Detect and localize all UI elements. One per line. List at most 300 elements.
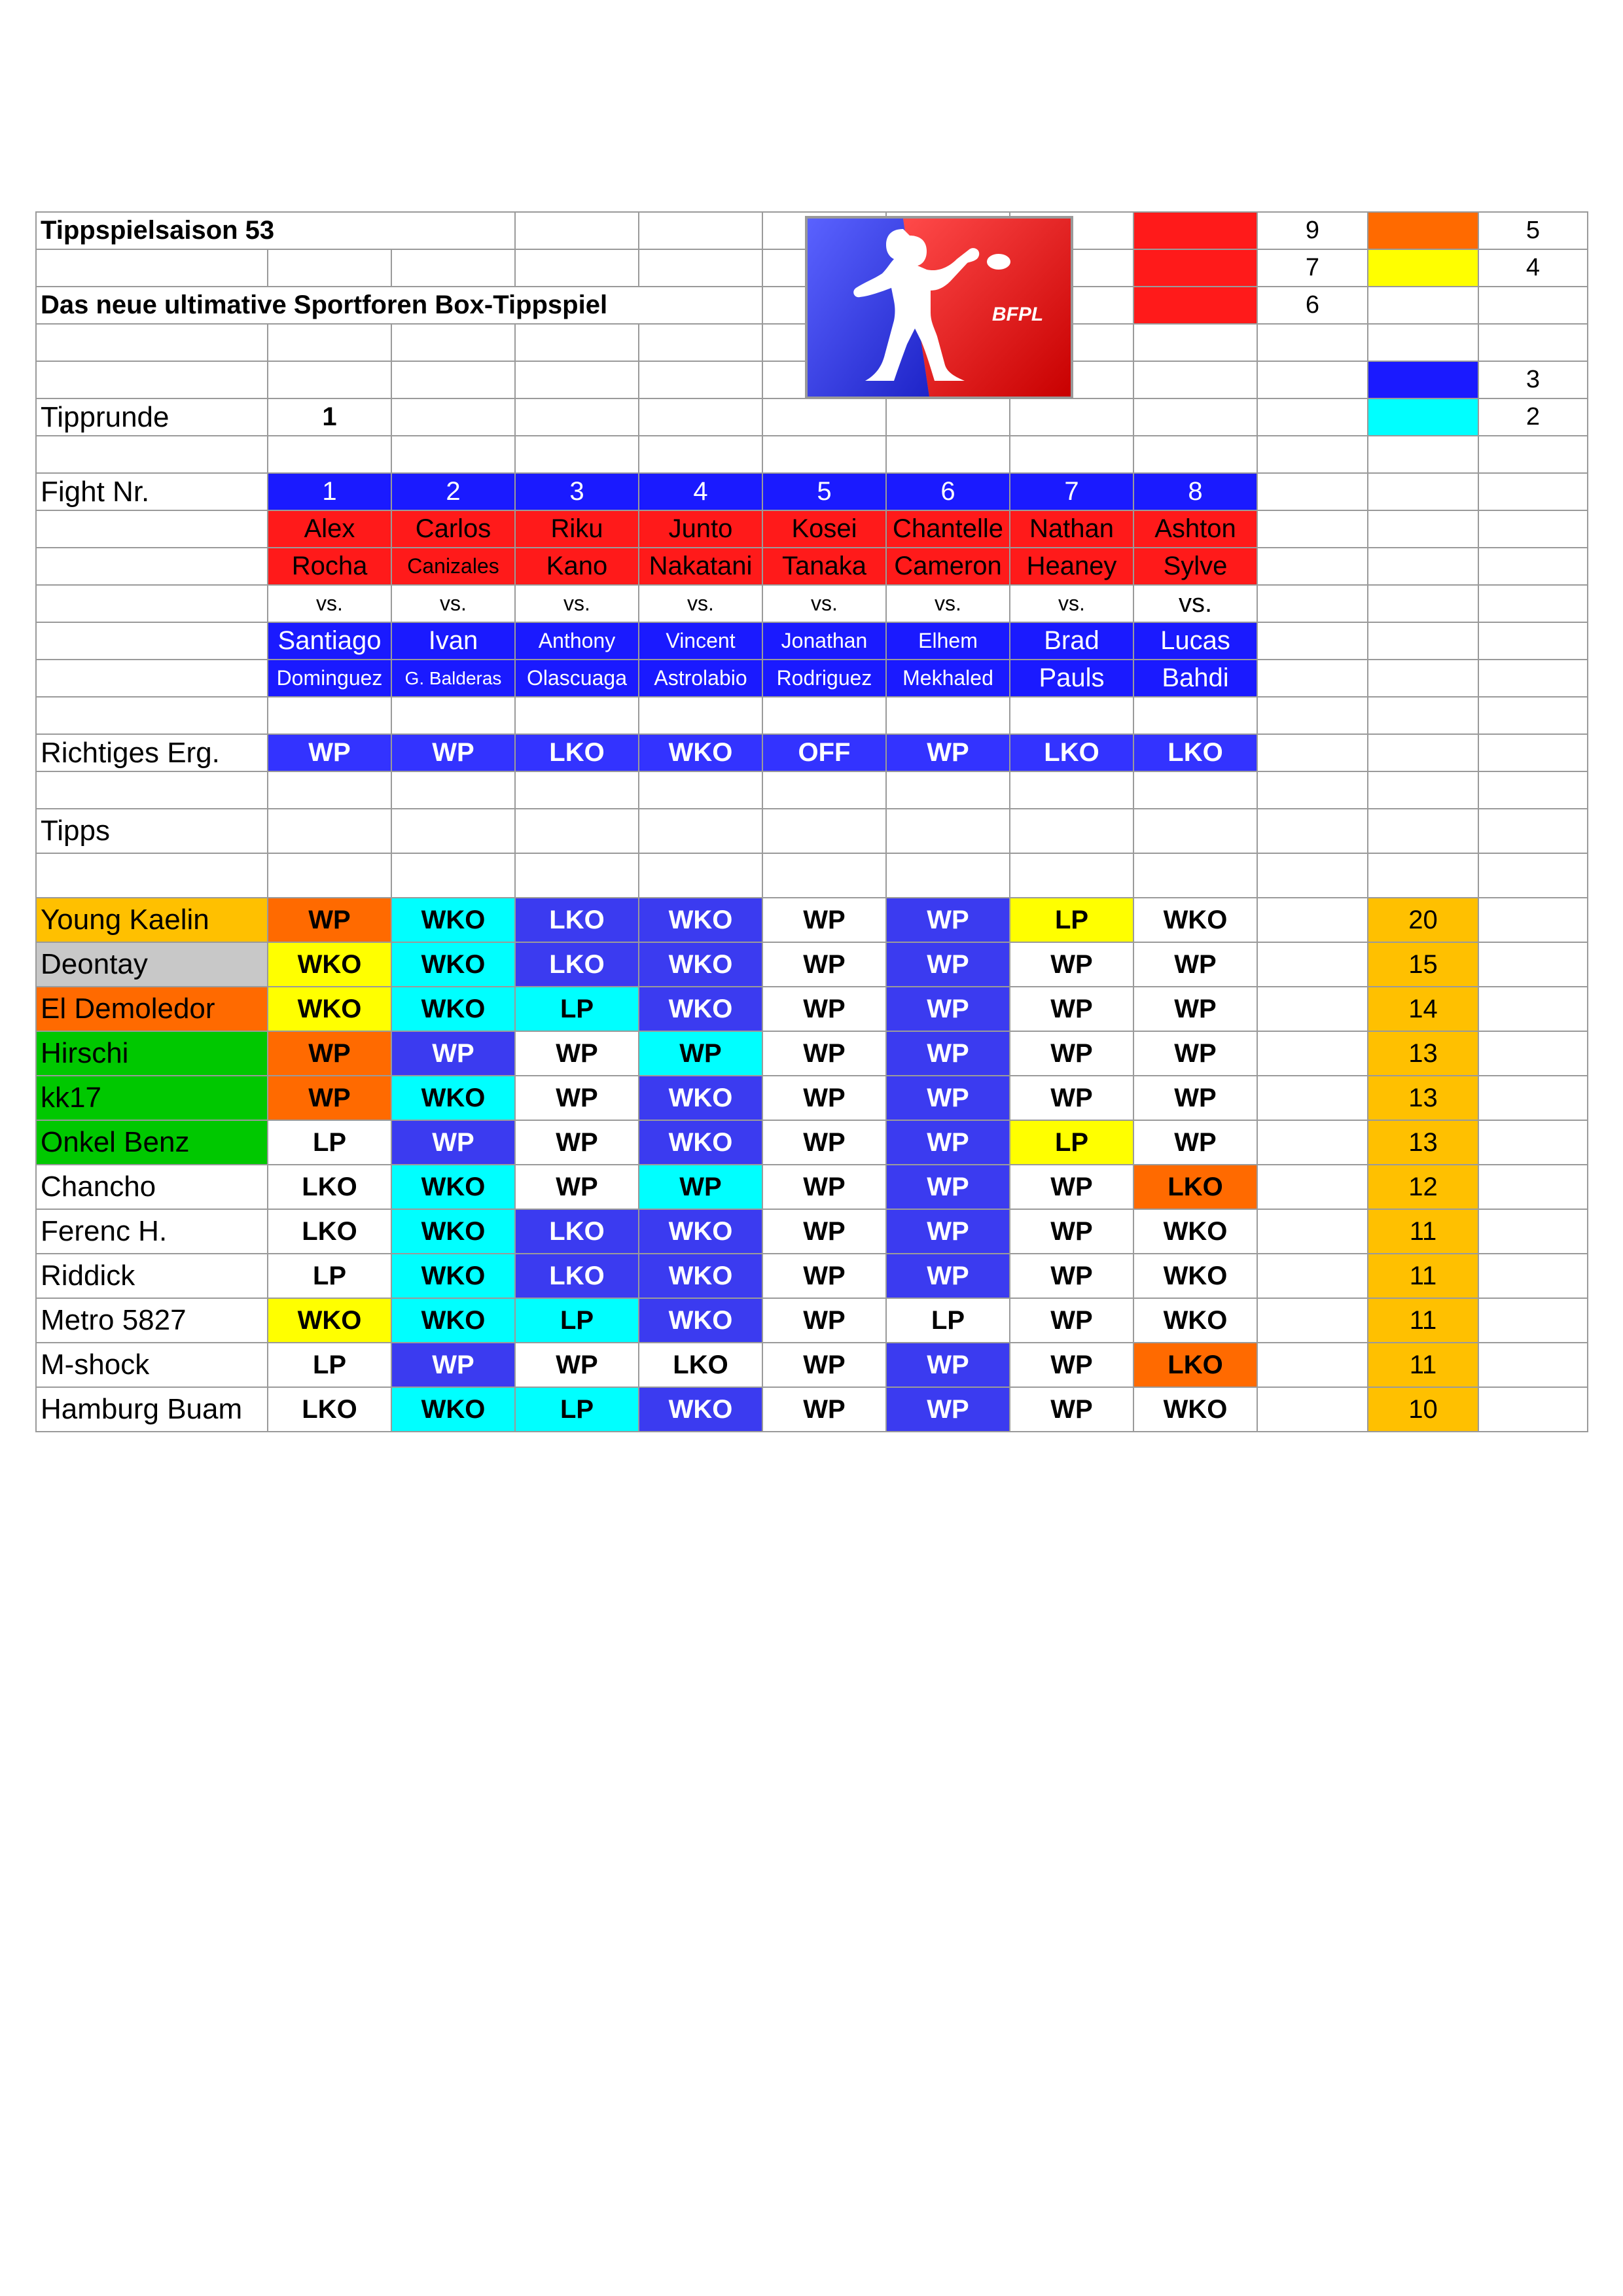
player-row — [36, 1165, 1588, 1209]
player-tip: LP — [268, 1254, 391, 1298]
cell — [1257, 436, 1368, 473]
player-tip: WKO — [391, 1387, 515, 1432]
cell — [36, 510, 268, 548]
player-name: El Demoledor — [36, 987, 268, 1031]
player-score: 13 — [1368, 1120, 1478, 1165]
fighter1-last: Kano — [515, 548, 639, 585]
cell — [1368, 853, 1478, 898]
player-score: 13 — [1368, 1076, 1478, 1120]
cell — [1133, 697, 1257, 734]
player-tip: WP — [1133, 942, 1257, 987]
cell — [1368, 771, 1478, 809]
player-row — [36, 1387, 1588, 1432]
cell — [1478, 697, 1588, 734]
cell — [1368, 809, 1478, 853]
player-tip: WKO — [639, 987, 762, 1031]
player-row — [36, 1298, 1588, 1343]
legend-color-right — [1368, 249, 1478, 287]
player-tip: LP — [515, 987, 639, 1031]
cell — [886, 697, 1010, 734]
player-tip: WP — [886, 1076, 1010, 1120]
legend-number: 6 — [1257, 287, 1368, 324]
fighter1-last: Rocha — [268, 548, 391, 585]
player-tip: WP — [1010, 1031, 1133, 1076]
cell — [268, 324, 391, 361]
cell — [1368, 287, 1478, 324]
fighter1-first: Nathan — [1010, 510, 1133, 548]
player-tip: LKO — [639, 1343, 762, 1387]
cell — [1478, 1031, 1588, 1076]
cell — [639, 324, 762, 361]
fighter1-last: Cameron — [886, 548, 1010, 585]
cell — [1257, 1254, 1368, 1298]
fighter2-first: Elhem — [886, 622, 1010, 660]
player-tip: WP — [1010, 1343, 1133, 1387]
bfpl-logo — [805, 216, 1073, 399]
cell — [886, 853, 1010, 898]
player-name: Chancho — [36, 1165, 268, 1209]
player-score: 14 — [1368, 987, 1478, 1031]
cell — [36, 771, 268, 809]
legend-number: 3 — [1478, 361, 1588, 398]
cell — [1257, 361, 1368, 398]
tipprunde-value: 1 — [268, 398, 391, 436]
cell — [391, 398, 515, 436]
cell — [515, 853, 639, 898]
cell — [1257, 622, 1368, 660]
fighter2-first: Brad — [1010, 622, 1133, 660]
player-row — [36, 942, 1588, 987]
fight-result: LKO — [1010, 734, 1133, 771]
player-tip: WKO — [639, 1120, 762, 1165]
cell — [1133, 436, 1257, 473]
cell — [886, 771, 1010, 809]
fighter1-last: Sylve — [1133, 548, 1257, 585]
player-tip: WP — [886, 1031, 1010, 1076]
row-fight-numbers — [36, 473, 1588, 510]
cell — [1478, 436, 1588, 473]
player-tip: WKO — [1133, 1209, 1257, 1254]
player-tip: WP — [391, 1343, 515, 1387]
player-tip: LKO — [515, 898, 639, 942]
cell — [391, 361, 515, 398]
cell — [1478, 585, 1588, 622]
cell — [391, 809, 515, 853]
fight-number: 3 — [515, 473, 639, 510]
player-name: Riddick — [36, 1254, 268, 1298]
cell — [391, 324, 515, 361]
cell — [1010, 398, 1133, 436]
vs-label: vs. — [886, 585, 1010, 622]
cell — [639, 398, 762, 436]
cell — [1257, 1209, 1368, 1254]
player-score: 10 — [1368, 1387, 1478, 1432]
row-fighter2-first — [36, 622, 1588, 660]
legend-number: 2 — [1478, 398, 1588, 436]
cell — [268, 697, 391, 734]
player-tip: LP — [886, 1298, 1010, 1343]
fight-number: 7 — [1010, 473, 1133, 510]
cell — [1478, 1254, 1588, 1298]
cell — [515, 436, 639, 473]
cell — [1368, 585, 1478, 622]
player-tip: WKO — [391, 1298, 515, 1343]
player-tip: WP — [762, 1120, 886, 1165]
cell — [1257, 398, 1368, 436]
cell — [36, 853, 268, 898]
player-tip: LKO — [515, 942, 639, 987]
fight-result: WP — [886, 734, 1010, 771]
cell — [268, 771, 391, 809]
cell — [639, 212, 762, 249]
player-tip: WP — [1133, 1120, 1257, 1165]
cell — [391, 697, 515, 734]
cell — [391, 436, 515, 473]
cell — [1133, 853, 1257, 898]
cell — [1257, 510, 1368, 548]
player-name: Onkel Benz — [36, 1120, 268, 1165]
cell — [1257, 1076, 1368, 1120]
vs-label: vs. — [639, 585, 762, 622]
player-tip: WKO — [639, 1387, 762, 1432]
cell — [1478, 809, 1588, 853]
player-row — [36, 1254, 1588, 1298]
player-name: Ferenc H. — [36, 1209, 268, 1254]
player-score: 13 — [1368, 1031, 1478, 1076]
player-score: 11 — [1368, 1254, 1478, 1298]
cell — [1133, 809, 1257, 853]
legend-color-right — [1368, 212, 1478, 249]
cell — [391, 249, 515, 287]
fighter1-first: Alex — [268, 510, 391, 548]
player-tip: WP — [1010, 942, 1133, 987]
cell — [1368, 436, 1478, 473]
row-empty — [36, 771, 1588, 809]
legend-number: 5 — [1478, 212, 1588, 249]
player-tip: WKO — [639, 898, 762, 942]
player-tip: LP — [515, 1387, 639, 1432]
cell — [639, 853, 762, 898]
fighter1-first: Ashton — [1133, 510, 1257, 548]
player-tip: WKO — [1133, 1387, 1257, 1432]
player-tip: LP — [268, 1343, 391, 1387]
fight-number: 4 — [639, 473, 762, 510]
legend-color-right — [1368, 361, 1478, 398]
cell — [639, 361, 762, 398]
cell — [762, 398, 886, 436]
cell — [1478, 473, 1588, 510]
player-tip: LKO — [515, 1209, 639, 1254]
cell — [1257, 660, 1368, 697]
player-tip: WKO — [391, 1254, 515, 1298]
player-name: M-shock — [36, 1343, 268, 1387]
cell — [1257, 853, 1368, 898]
logo-text: BFPL — [991, 304, 1044, 325]
fighter1-first: Junto — [639, 510, 762, 548]
player-row — [36, 1343, 1588, 1387]
fighter2-first: Vincent — [639, 622, 762, 660]
cell — [1478, 1076, 1588, 1120]
cell — [1478, 1209, 1588, 1254]
cell — [1257, 548, 1368, 585]
fight-number: 5 — [762, 473, 886, 510]
cell — [1257, 771, 1368, 809]
fighter1-first: Carlos — [391, 510, 515, 548]
fight-number: 1 — [268, 473, 391, 510]
cell — [639, 771, 762, 809]
cell — [1257, 473, 1368, 510]
player-tip: WP — [886, 1343, 1010, 1387]
player-score: 15 — [1368, 942, 1478, 987]
cell — [1478, 510, 1588, 548]
fighter2-first: Santiago — [268, 622, 391, 660]
player-score: 20 — [1368, 898, 1478, 942]
player-tip: WKO — [639, 1298, 762, 1343]
fighter1-first: Riku — [515, 510, 639, 548]
cell — [1257, 942, 1368, 987]
cell — [1010, 697, 1133, 734]
player-tip: WP — [391, 1120, 515, 1165]
player-tip: WP — [1010, 1209, 1133, 1254]
row-fighter2-last — [36, 660, 1588, 697]
cell — [639, 809, 762, 853]
cell — [1478, 622, 1588, 660]
cell — [1478, 1120, 1588, 1165]
cell — [268, 809, 391, 853]
player-tip: WP — [886, 1120, 1010, 1165]
cell — [1010, 436, 1133, 473]
player-name: Metro 5827 — [36, 1298, 268, 1343]
cell — [639, 697, 762, 734]
cell — [36, 660, 268, 697]
player-tip: WP — [762, 1209, 886, 1254]
player-tip: WKO — [268, 942, 391, 987]
player-tip: LP — [1010, 1120, 1133, 1165]
player-tip: WP — [1133, 1031, 1257, 1076]
tipprunde-label: Tipprunde — [36, 398, 268, 436]
cell — [762, 697, 886, 734]
vs-label: vs. — [762, 585, 886, 622]
fighter2-last: Bahdi — [1133, 660, 1257, 697]
vs-label: vs. — [391, 585, 515, 622]
cell — [1368, 548, 1478, 585]
cell — [1010, 771, 1133, 809]
cell — [515, 809, 639, 853]
fighter1-last: Heaney — [1010, 548, 1133, 585]
row-tipps — [36, 809, 1588, 853]
player-tip: LKO — [268, 1387, 391, 1432]
season-title: Tippspielsaison 53 — [36, 212, 515, 249]
cell — [36, 324, 268, 361]
player-tip: WP — [268, 898, 391, 942]
cell — [1257, 1298, 1368, 1343]
player-tip: LKO — [515, 1254, 639, 1298]
cell — [1257, 585, 1368, 622]
player-tip: WP — [1010, 1298, 1133, 1343]
cell — [391, 771, 515, 809]
tipps-label: Tipps — [36, 809, 268, 853]
player-tip: WP — [268, 1076, 391, 1120]
vs-label: vs. — [515, 585, 639, 622]
player-tip: WKO — [639, 1254, 762, 1298]
player-tip: WKO — [391, 1209, 515, 1254]
player-tip: WKO — [639, 1209, 762, 1254]
cell — [762, 809, 886, 853]
cell — [36, 585, 268, 622]
player-score: 12 — [1368, 1165, 1478, 1209]
player-tip: WP — [1010, 1254, 1133, 1298]
player-tip: LP — [1010, 898, 1133, 942]
cell — [1257, 898, 1368, 942]
player-tip: WP — [515, 1031, 639, 1076]
cell — [1478, 548, 1588, 585]
cell — [1478, 1298, 1588, 1343]
player-tip: WKO — [391, 1165, 515, 1209]
legend-number: 4 — [1478, 249, 1588, 287]
vs-label: vs. — [1133, 585, 1257, 622]
player-tip: WP — [762, 942, 886, 987]
cell — [515, 212, 639, 249]
player-row — [36, 1209, 1588, 1254]
result-label: Richtiges Erg. — [36, 734, 268, 771]
cell — [268, 249, 391, 287]
fighter2-last: Pauls — [1010, 660, 1133, 697]
cell — [762, 771, 886, 809]
player-tip: WP — [886, 1209, 1010, 1254]
player-tip: LKO — [268, 1165, 391, 1209]
player-tip: WP — [515, 1343, 639, 1387]
cell — [36, 361, 268, 398]
player-name: Hamburg Buam — [36, 1387, 268, 1432]
player-tip: WP — [762, 1254, 886, 1298]
player-name: Young Kaelin — [36, 898, 268, 942]
cell — [1478, 287, 1588, 324]
cell — [886, 436, 1010, 473]
fight-number: 6 — [886, 473, 1010, 510]
fighter2-first: Anthony — [515, 622, 639, 660]
player-row — [36, 987, 1588, 1031]
cell — [1257, 1387, 1368, 1432]
legend-color-left — [1133, 287, 1257, 324]
cell — [268, 436, 391, 473]
player-tip: WP — [1010, 1387, 1133, 1432]
cell — [36, 548, 268, 585]
subtitle: Das neue ultimative Sportforen Box-Tippspiel — [36, 287, 762, 324]
row-tipprunde — [36, 398, 1588, 436]
fighter1-first: Chantelle — [886, 510, 1010, 548]
player-tip: WKO — [391, 942, 515, 987]
cell — [391, 853, 515, 898]
cell — [762, 853, 886, 898]
player-tip: WKO — [268, 987, 391, 1031]
player-tip: WP — [1133, 1076, 1257, 1120]
player-tip: WP — [886, 987, 1010, 1031]
cell — [1478, 660, 1588, 697]
cell — [1133, 771, 1257, 809]
cell — [1257, 734, 1368, 771]
cell — [515, 324, 639, 361]
cell — [1368, 473, 1478, 510]
player-row — [36, 1076, 1588, 1120]
player-tip: WKO — [1133, 898, 1257, 942]
cell — [1478, 1165, 1588, 1209]
cell — [1257, 324, 1368, 361]
legend-color-left — [1133, 212, 1257, 249]
player-tip: WP — [1010, 1076, 1133, 1120]
player-name: Deontay — [36, 942, 268, 987]
cell — [36, 249, 268, 287]
player-tip: WP — [762, 1031, 886, 1076]
player-tip: WP — [762, 1387, 886, 1432]
cell — [1368, 622, 1478, 660]
cell — [515, 398, 639, 436]
player-score: 11 — [1368, 1298, 1478, 1343]
cell — [1010, 853, 1133, 898]
player-tip: LKO — [268, 1209, 391, 1254]
cell — [1257, 809, 1368, 853]
fighter2-last: G. Balderas — [391, 660, 515, 697]
player-tip: WP — [762, 987, 886, 1031]
legend-number: 9 — [1257, 212, 1368, 249]
player-row — [36, 1120, 1588, 1165]
cell — [1257, 1165, 1368, 1209]
player-tip: LKO — [1133, 1343, 1257, 1387]
player-tip: WP — [639, 1031, 762, 1076]
player-tip: WKO — [391, 898, 515, 942]
fight-number: 8 — [1133, 473, 1257, 510]
fighter2-last: Mekhaled — [886, 660, 1010, 697]
cell — [1478, 1343, 1588, 1387]
cell — [1133, 361, 1257, 398]
cell — [1010, 809, 1133, 853]
player-tip: WP — [1010, 1165, 1133, 1209]
legend-color-left — [1133, 249, 1257, 287]
cell — [1257, 1343, 1368, 1387]
fight-result: LKO — [1133, 734, 1257, 771]
player-tip: WP — [762, 1298, 886, 1343]
cell — [1257, 987, 1368, 1031]
row-fighter1-first — [36, 510, 1588, 548]
cell — [886, 809, 1010, 853]
cell — [886, 398, 1010, 436]
player-tip: WP — [1133, 987, 1257, 1031]
player-tip: WP — [515, 1120, 639, 1165]
cell — [1478, 734, 1588, 771]
fighter2-last: Olascuaga — [515, 660, 639, 697]
cell — [268, 361, 391, 398]
player-tip: WP — [391, 1031, 515, 1076]
player-tip: WKO — [639, 942, 762, 987]
fighter2-first: Ivan — [391, 622, 515, 660]
vs-label: vs. — [268, 585, 391, 622]
player-tip: WP — [886, 1387, 1010, 1432]
row-empty — [36, 436, 1588, 473]
fighter1-last: Nakatani — [639, 548, 762, 585]
player-tip: WKO — [268, 1298, 391, 1343]
fight-label: Fight Nr. — [36, 473, 268, 510]
cell — [1368, 324, 1478, 361]
player-row — [36, 1031, 1588, 1076]
row-fighter1-last — [36, 548, 1588, 585]
player-tip: WP — [1010, 987, 1133, 1031]
cell — [1368, 697, 1478, 734]
player-tip: WKO — [639, 1076, 762, 1120]
cell — [762, 436, 886, 473]
fight-result: WP — [268, 734, 391, 771]
player-tip: LP — [515, 1298, 639, 1343]
fighter2-first: Lucas — [1133, 622, 1257, 660]
fight-result: LKO — [515, 734, 639, 771]
